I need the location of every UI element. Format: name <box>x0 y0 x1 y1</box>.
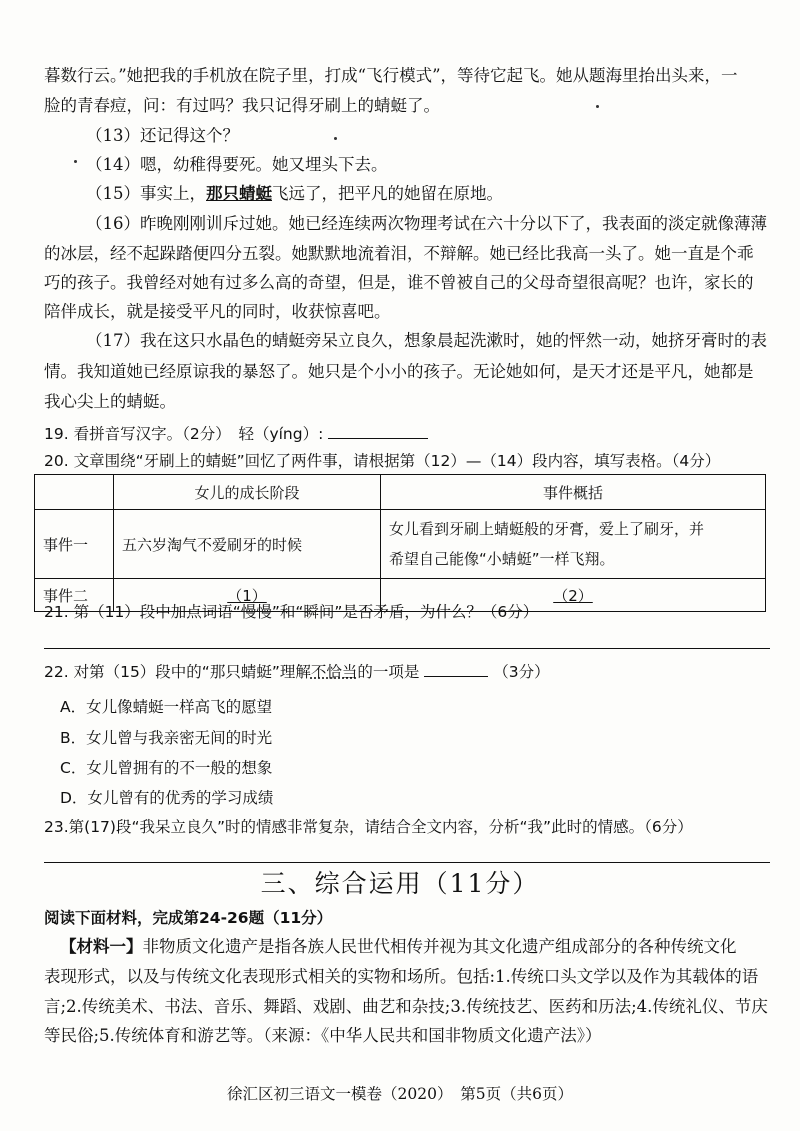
material-line: 表现形式，以及与传统文化表现形式相关的实物和场所。包括:1.传统口头文学以及作为其载体的语 <box>44 967 759 986</box>
scan-speck <box>596 105 599 108</box>
scan-speck <box>334 137 337 140</box>
material-1 <box>60 935 770 959</box>
section-instruction: 阅读下面材料，完成第24-26题（11分） <box>44 909 333 927</box>
table-header: 事件概括 <box>381 475 766 510</box>
summary-line: 希望自己能像“小蜻蜓”一样飞翔。 <box>389 550 615 568</box>
summary-line: 女儿看到牙刷上蜻蜓般的牙膏，爱上了刷牙，并 <box>389 520 705 538</box>
paragraph-15 <box>86 182 770 206</box>
question-19-text: 19. 看拼音写汉字。（2分） 轻（yíng）: <box>44 425 324 443</box>
table-header-row <box>35 475 766 510</box>
page-footer: 徐汇区初三语文一模卷（2020） 第5页（共6页） <box>227 1085 573 1103</box>
blank-label: （2） <box>553 586 593 605</box>
answer-blank[interactable] <box>328 422 428 439</box>
paragraph-line: 陪伴成长，就是接受平凡的同时，收获惊喜吧。 <box>44 302 391 321</box>
material-line: 言;2.传统美术、书法、音乐、舞蹈、戏剧、曲艺和杂技;3.传统技艺、医药和历法;4.传统礼仪、节庆 <box>44 997 768 1016</box>
paragraph-15-part: （15）事实上， <box>86 184 206 203</box>
paragraph-14: （14）嗯，幼稚得要死。她又埋头下去。 <box>86 155 388 174</box>
table-header <box>35 475 114 510</box>
paragraph-line: 暮数行云。”她把我的手机放在院子里，打成“飞行模式”，等待它起飞。她从题海里抬出头来，一 <box>44 66 738 85</box>
material-label: 【材料一】 <box>60 937 143 956</box>
material-line: 等民俗;5.传统体育和游艺等。（来源：《中华人民共和国非物质文化遗产法》） <box>44 1026 602 1045</box>
option-d[interactable]: D．女儿曾有的优秀的学习成绩 <box>60 789 274 807</box>
option-a[interactable]: A．女儿像蜻蜓一样高飞的愿望 <box>60 698 273 716</box>
question-20: 20. 文章围绕“牙刷上的蜻蜓”回忆了两件事，请根据第（12）—（14）段内容，填写表格。（4分） <box>44 452 721 470</box>
underlined-phrase: 那只蜻蜓 <box>206 184 272 203</box>
paragraph-line: 我心尖上的蜻蜓。 <box>44 392 176 411</box>
paragraph-16: （16）昨晚刚刚训斥过她。她已经连续两次物理考试在六十分以下了，我表面的淡定就像薄薄 <box>86 214 767 233</box>
event-summary-cell <box>381 510 766 579</box>
row-label: 事件二 <box>35 579 114 612</box>
growth-stage-cell: 五六岁淘气不爱刷牙的时候 <box>114 510 381 579</box>
answer-line[interactable] <box>44 862 770 863</box>
question-22 <box>44 660 770 684</box>
paragraph-15-part: 飞远了，把平凡的她留在原地。 <box>272 184 503 203</box>
answer-line[interactable] <box>44 648 770 649</box>
question-22-score: （3分） <box>493 663 550 681</box>
paragraph-line: 巧的孩子。我曾经对她有过多么高的奇望，但是，谁不曾被自己的父母奇望很高呢？也许，家长的 <box>44 273 754 292</box>
material-text: 非物质文化遗产是指各族人民世代相传并视为其文化遗产组成部分的各种传统文化 <box>142 937 737 956</box>
events-table <box>34 474 766 612</box>
answer-blank[interactable] <box>424 660 488 677</box>
option-c[interactable]: C．女儿曾拥有的不一般的想象 <box>60 759 273 777</box>
scan-speck <box>74 160 77 163</box>
table-row <box>35 510 766 579</box>
table-header: 女儿的成长阶段 <box>114 475 381 510</box>
question-22-text: 22. 对第（15）段中的“那只蜻蜓”理解 <box>44 663 311 681</box>
question-23: 23.第(17)段“我呆立良久”时的情感非常复杂，请结合全文内容，分析“我”此时的情感。（6分） <box>44 818 693 836</box>
option-b[interactable]: B．女儿曾与我亲密无间的时光 <box>60 729 273 747</box>
question-22-text: 的一项是 <box>357 663 420 681</box>
paragraph-line: 脸的青春痘，问：有过吗？我只记得牙刷上的蜻蜓了。 <box>44 96 440 115</box>
paragraph-line: 情。我知道她已经原谅我的暴怒了。她只是个小小的孩子。无论她如何，是天才还是平凡，她都是 <box>44 362 754 381</box>
emphasized-word: 不恰当 <box>310 663 358 681</box>
paragraph-17: （17）我在这只水晶色的蜻蜓旁呆立良久，想象晨起洗漱时，她的怦然一动，她挤牙膏时的表 <box>86 331 767 350</box>
section-title: 三、综合运用（11分） <box>260 869 540 898</box>
paragraph-line: 的冰层，经不起跺踏便四分五裂。她默默地流着泪，不辩解。她已经比我高一头了。她一直是个乖 <box>44 244 754 263</box>
paragraph-13: （13）还记得这个？ <box>86 126 239 145</box>
row-label: 事件一 <box>35 510 114 579</box>
question-21: 21. 第（11）段中加点词语“慢慢”和“瞬间”是否矛盾，为什么？（6分） <box>44 603 539 621</box>
question-19 <box>44 422 770 446</box>
blank-label: （1） <box>227 586 267 605</box>
